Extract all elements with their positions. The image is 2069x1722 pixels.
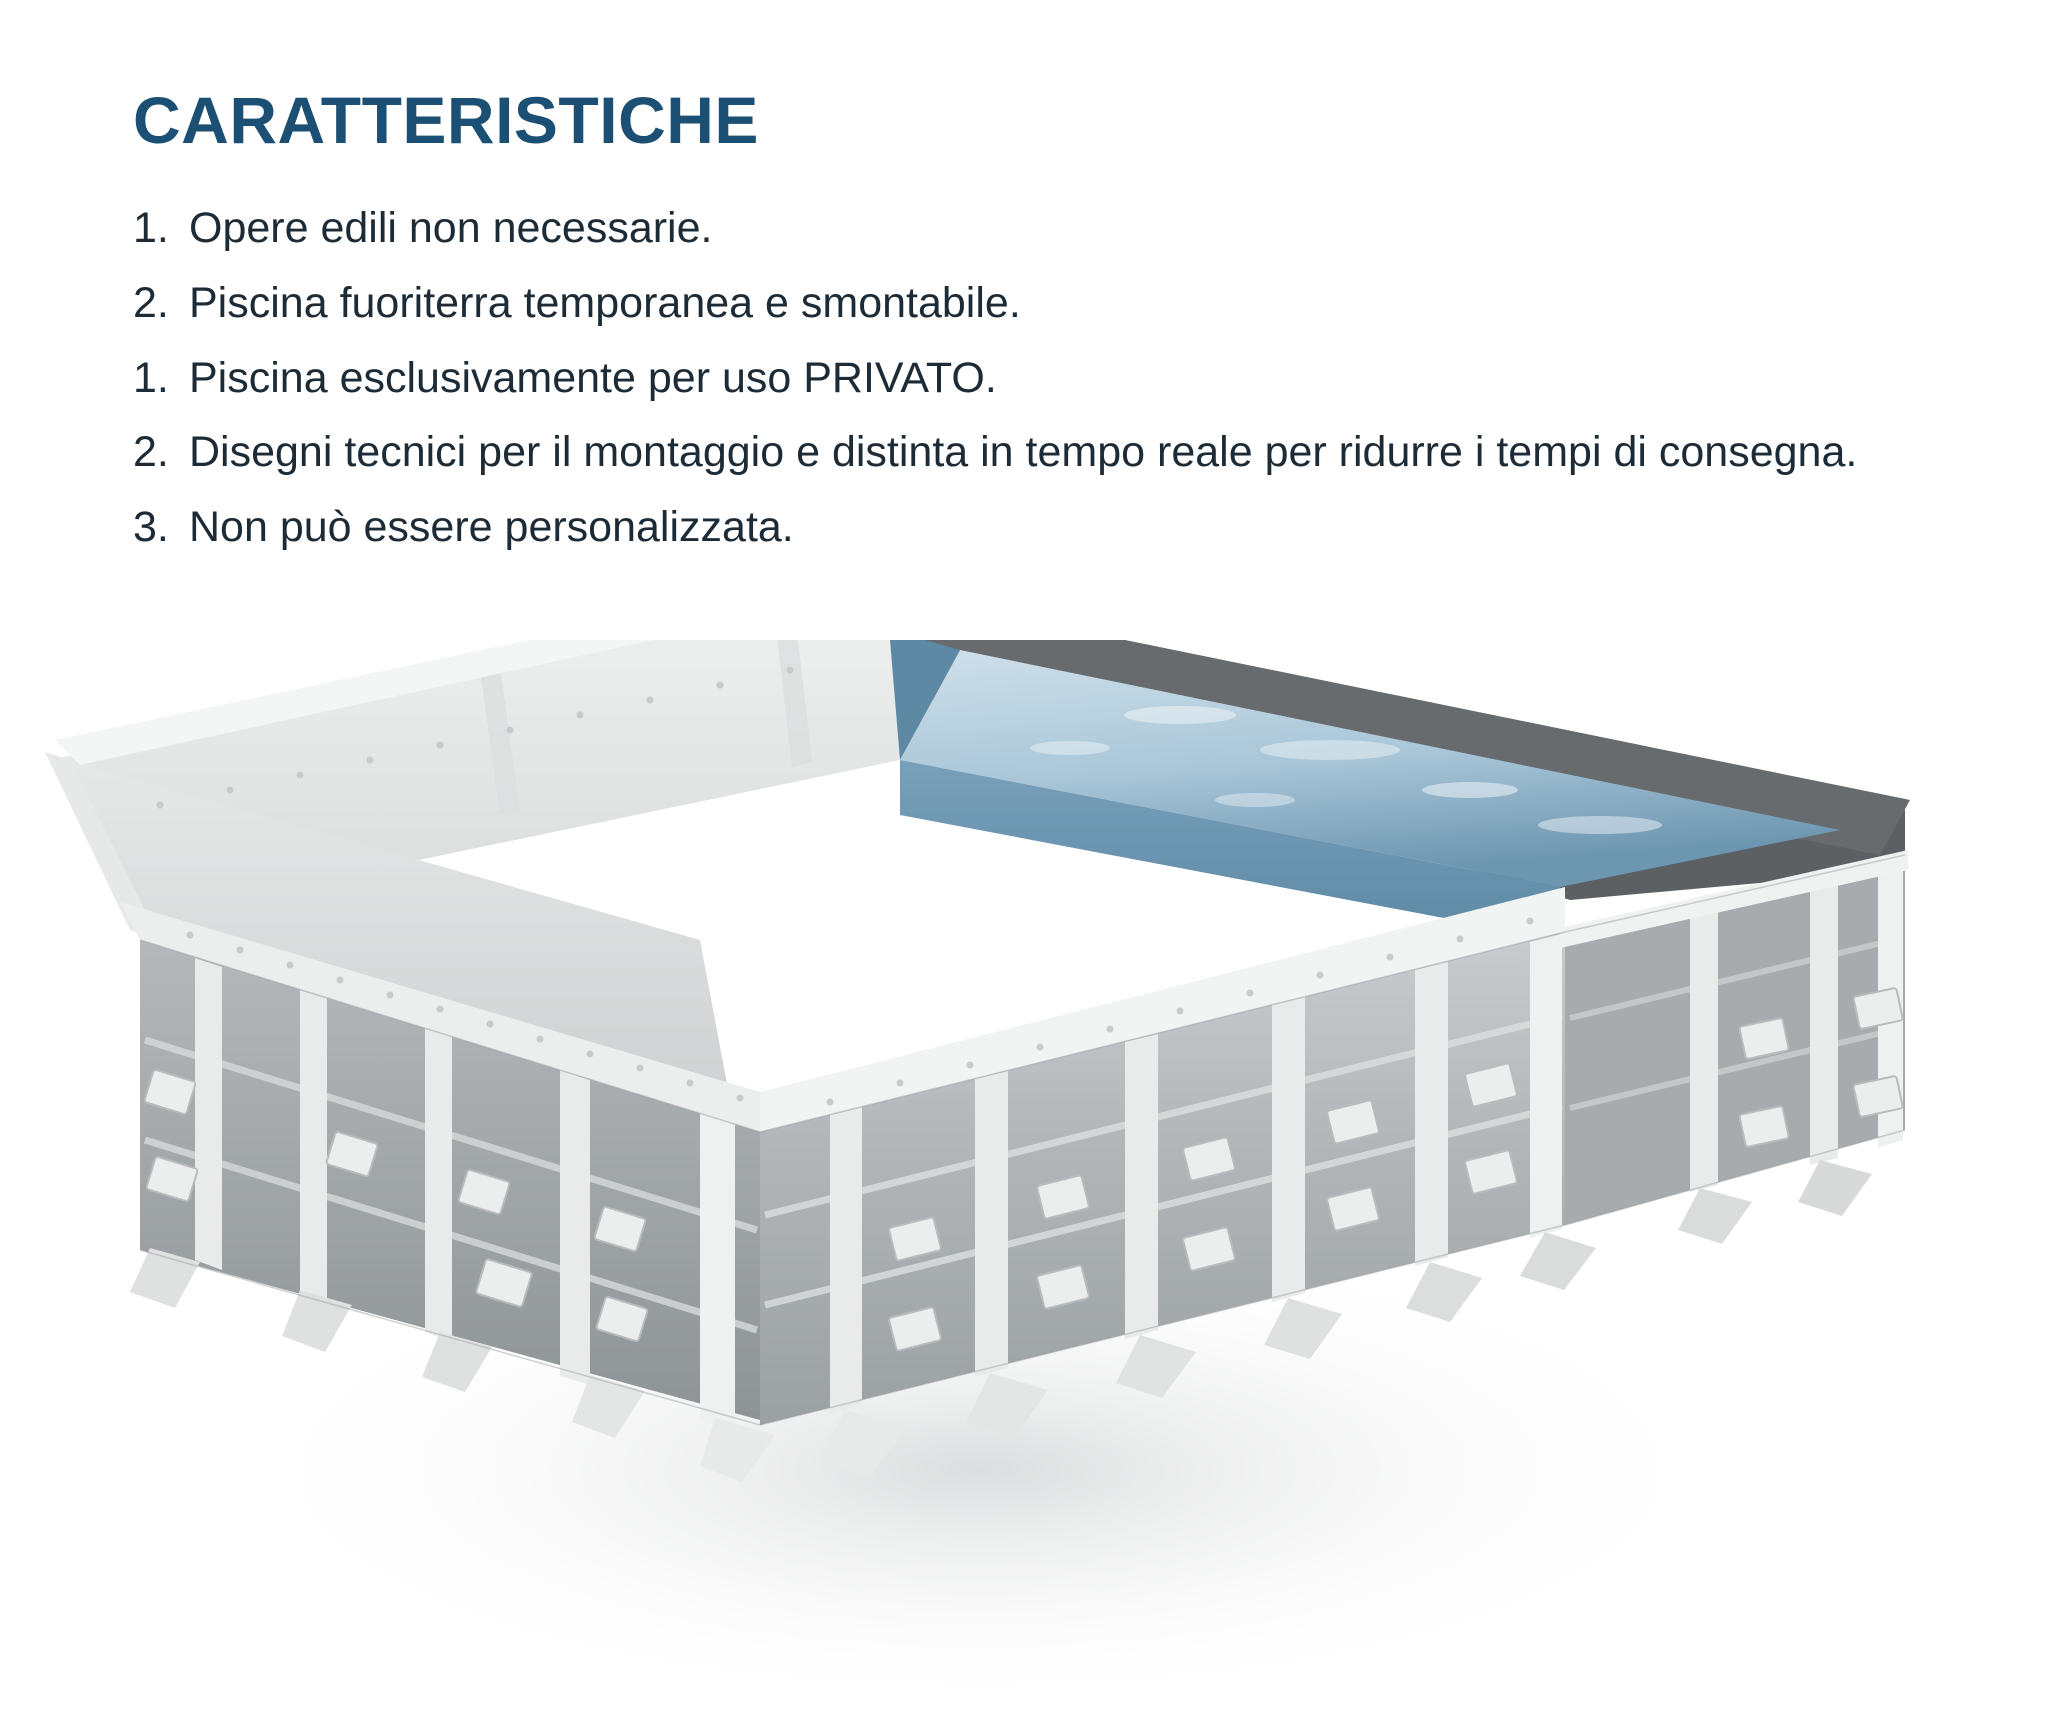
list-item [133,499,1963,556]
list-item-label: Piscina esclusivamente per uso PRIVATO. [189,353,997,402]
list-item-number: 2. [133,278,169,327]
pool-render-svg [0,640,2069,1722]
list-item-label: Piscina fuoriterra temporanea e smontabile. [189,278,1021,327]
list-item-label: Non può essere personalizzata. [189,503,794,551]
list-item-number: 1. [133,204,169,252]
list-item [133,200,1963,257]
list-item-number: 1. [133,353,169,402]
list-item [133,424,1963,481]
pool-illustration [0,640,2069,1722]
features-list [133,200,1963,574]
list-item-number: 3. [133,503,169,551]
list-item [133,350,1963,407]
page-title: CARATTERISTICHE [133,83,759,157]
list-item-number: 2. [133,428,169,477]
list-item [133,275,1963,332]
list-item-label: Disegni tecnici per il montaggio e distinta in tempo reale per ridurre i tempi di consegna. [189,428,1858,477]
list-item-label: Opere edili non necessarie. [189,204,713,252]
